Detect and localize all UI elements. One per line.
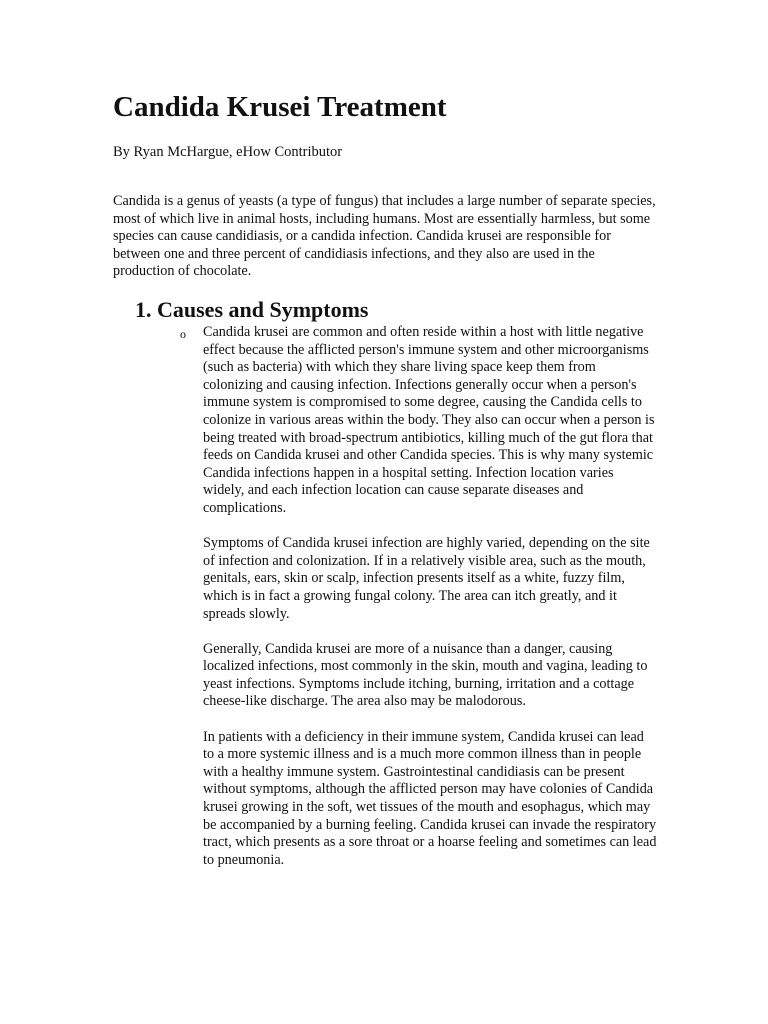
paragraph-localized-infections: Generally, Candida krusei are more of a nuisance than a danger, causing localized infections, most commonly in the skin, mouth and vagina, leading to yeast infections. Symptoms include itching, burning, irritation and a cottage cheese-like discharge. The area also may be malodorous.	[203, 640, 648, 710]
article-byline: By Ryan McHargue, eHow Contributor	[113, 144, 343, 160]
article-title: Candida Krusei Treatment	[113, 91, 447, 123]
paragraph-systemic-illness: In patients with a deficiency in their immune system, Candida krusei can lead to a more systemic illness and is a much more common illness than in people with a healthy immune system. Gastrointestinal candidiasis can be present without symptoms, although the afflicted person may have colonies of Candida krusei growing in the soft, wet tissues of the mouth and esophagus, which may be accompanied by a burning feeling. Candida krusei can invade the respiratory tract, which presents as a sore throat or a hoarse feeling and sometimes can lead to pneumonia.	[203, 728, 657, 868]
section-heading-causes-and-symptoms: 1. Causes and Symptoms	[135, 297, 369, 322]
section-body	[203, 324, 658, 887]
intro-paragraph: Candida is a genus of yeasts (a type of fungus) that includes a large number of separate species, most of which live in animal hosts, including humans. Most are essentially harmless, but some species can cause candidiasis, or a candida infection. Candida krusei are responsible for between one and three percent of candidiasis infections, and they also are used in the production of chocolate.	[113, 193, 656, 280]
list-bullet-marker: o	[180, 327, 186, 341]
paragraph-symptoms: Symptoms of Candida krusei infection are highly varied, depending on the site of infection and colonization. If in a relatively visible area, such as the mouth, genitals, ears, skin or scalp, infection presents itself as a white, fuzzy film, which is in fact a growing fungal colony. The area can itch greatly, and it spreads slowly.	[203, 535, 650, 622]
paragraph-causes: Candida krusei are common and often reside within a host with little negative effect because the afflicted person's immune system and other microorganisms (such as bacteria) with which they share living space keep them from colonizing and causing infection. Infections generally occur when a person's immune system is compromised to some degree, causing the Candida cells to colonize in various areas within the body. They also can occur when a person is being treated with broad-spectrum antibiotics, killing much of the gut flora that feeds on Candida krusei and other Candida species. This is why many systemic Candida infections happen in a hospital setting. Infection location varies widely, and each infection location can cause separate diseases and complications.	[203, 324, 655, 516]
